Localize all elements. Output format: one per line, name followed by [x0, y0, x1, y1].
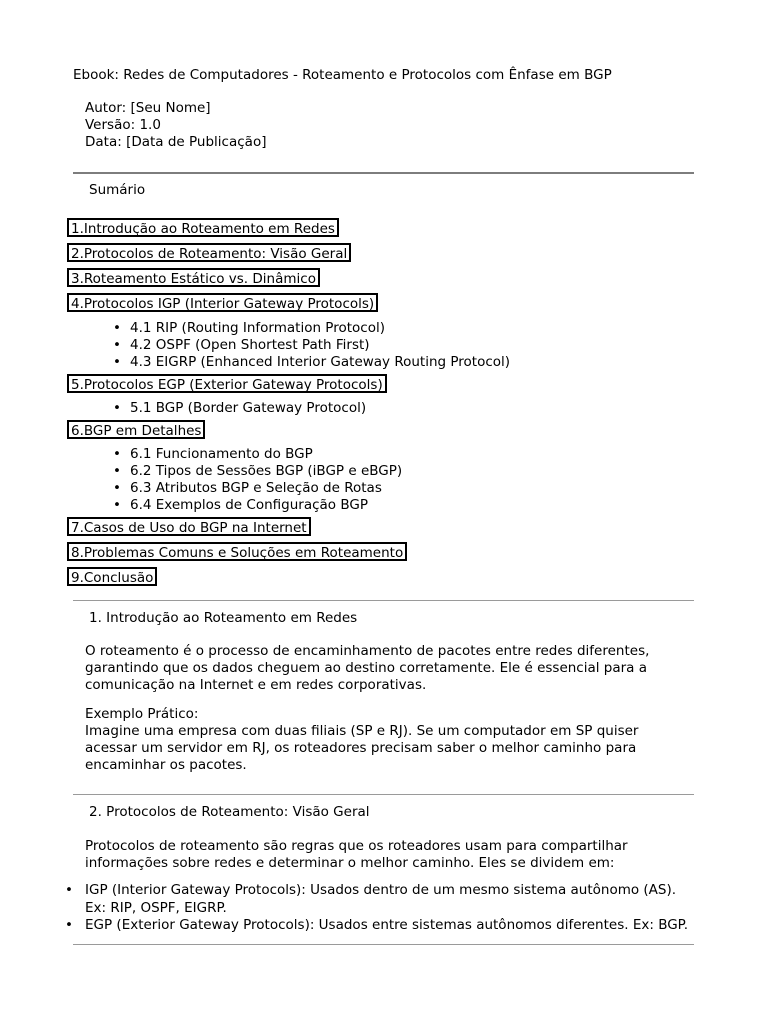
divider — [73, 794, 694, 795]
paragraph-line: Imagine uma empresa com duas filiais (SP e RJ). Se um computador em SP quiser — [85, 723, 639, 739]
toc-subitem: • 4.2 OSPF (Open Shortest Path First) — [113, 337, 370, 353]
example-label: Exemplo Prático: — [85, 706, 199, 722]
toc-subitem: • 6.3 Atributos BGP e Seleção de Rotas — [113, 480, 382, 496]
toc-item-8[interactable]: 8.Problemas Comuns e Soluções em Roteamento — [67, 542, 407, 561]
paragraph-line: informações sobre redes e determinar o melhor caminho. Eles se dividem em: — [85, 855, 615, 871]
toc-item-6[interactable]: 6.BGP em Detalhes — [67, 420, 205, 439]
paragraph-line: garantindo que os dados cheguem ao destino corretamente. Ele é essencial para a — [85, 660, 648, 676]
bullet-icon: • — [65, 882, 73, 898]
paragraph-line: comunicação na Internet e em redes corporativas. — [85, 677, 427, 693]
toc-subitem: • 5.1 BGP (Border Gateway Protocol) — [113, 400, 367, 416]
paragraph-line: O roteamento é o processo de encaminhamento de pacotes entre redes diferentes, — [85, 643, 650, 659]
divider — [73, 944, 694, 945]
toc-item-9[interactable]: 9.Conclusão — [67, 567, 157, 586]
divider — [73, 600, 694, 601]
toc-subitem: • 6.2 Tipos de Sessões BGP (iBGP e eBGP) — [113, 463, 403, 479]
toc-item-3[interactable]: 3.Roteamento Estático vs. Dinâmico — [67, 268, 320, 287]
toc-item-1[interactable]: 1.Introdução ao Roteamento em Redes — [67, 218, 339, 237]
toc-item-5[interactable]: 5.Protocolos EGP (Exterior Gateway Protocols) — [67, 374, 387, 393]
toc-subitem: • 4.3 EIGRP (Enhanced Interior Gateway Routing Protocol) — [113, 354, 511, 370]
toc-subitem: • 4.1 RIP (Routing Information Protocol) — [113, 320, 385, 336]
section-heading-2: 2. Protocolos de Roteamento: Visão Geral — [89, 804, 370, 820]
divider — [73, 172, 694, 174]
toc-subitem: • 6.1 Funcionamento do BGP — [113, 446, 313, 462]
toc-heading: Sumário — [89, 182, 146, 198]
document-title: Ebook: Redes de Computadores - Roteamento e Protocolos com Ênfase em BGP — [73, 67, 612, 83]
section-heading-1: 1. Introdução ao Roteamento em Redes — [89, 610, 358, 626]
meta-date: Data: [Data de Publicação] — [85, 134, 267, 150]
paragraph-line: encaminhar os pacotes. — [85, 757, 247, 773]
bullet-icon: • — [65, 917, 73, 933]
toc-item-2[interactable]: 2.Protocolos de Roteamento: Visão Geral — [67, 243, 351, 262]
toc-item-7[interactable]: 7.Casos de Uso do BGP na Internet — [67, 517, 311, 536]
toc-subitem: • 6.4 Exemplos de Configuração BGP — [113, 497, 368, 513]
paragraph-line: acessar um servidor em RJ, os roteadores precisam saber o melhor caminho para — [85, 740, 637, 756]
meta-author: Autor: [Seu Nome] — [85, 100, 211, 116]
meta-version: Versão: 1.0 — [85, 117, 161, 133]
toc-item-4[interactable]: 4.Protocolos IGP (Interior Gateway Protocols) — [67, 293, 378, 312]
paragraph-line: Protocolos de roteamento são regras que os roteadores usam para compartilhar — [85, 838, 628, 854]
